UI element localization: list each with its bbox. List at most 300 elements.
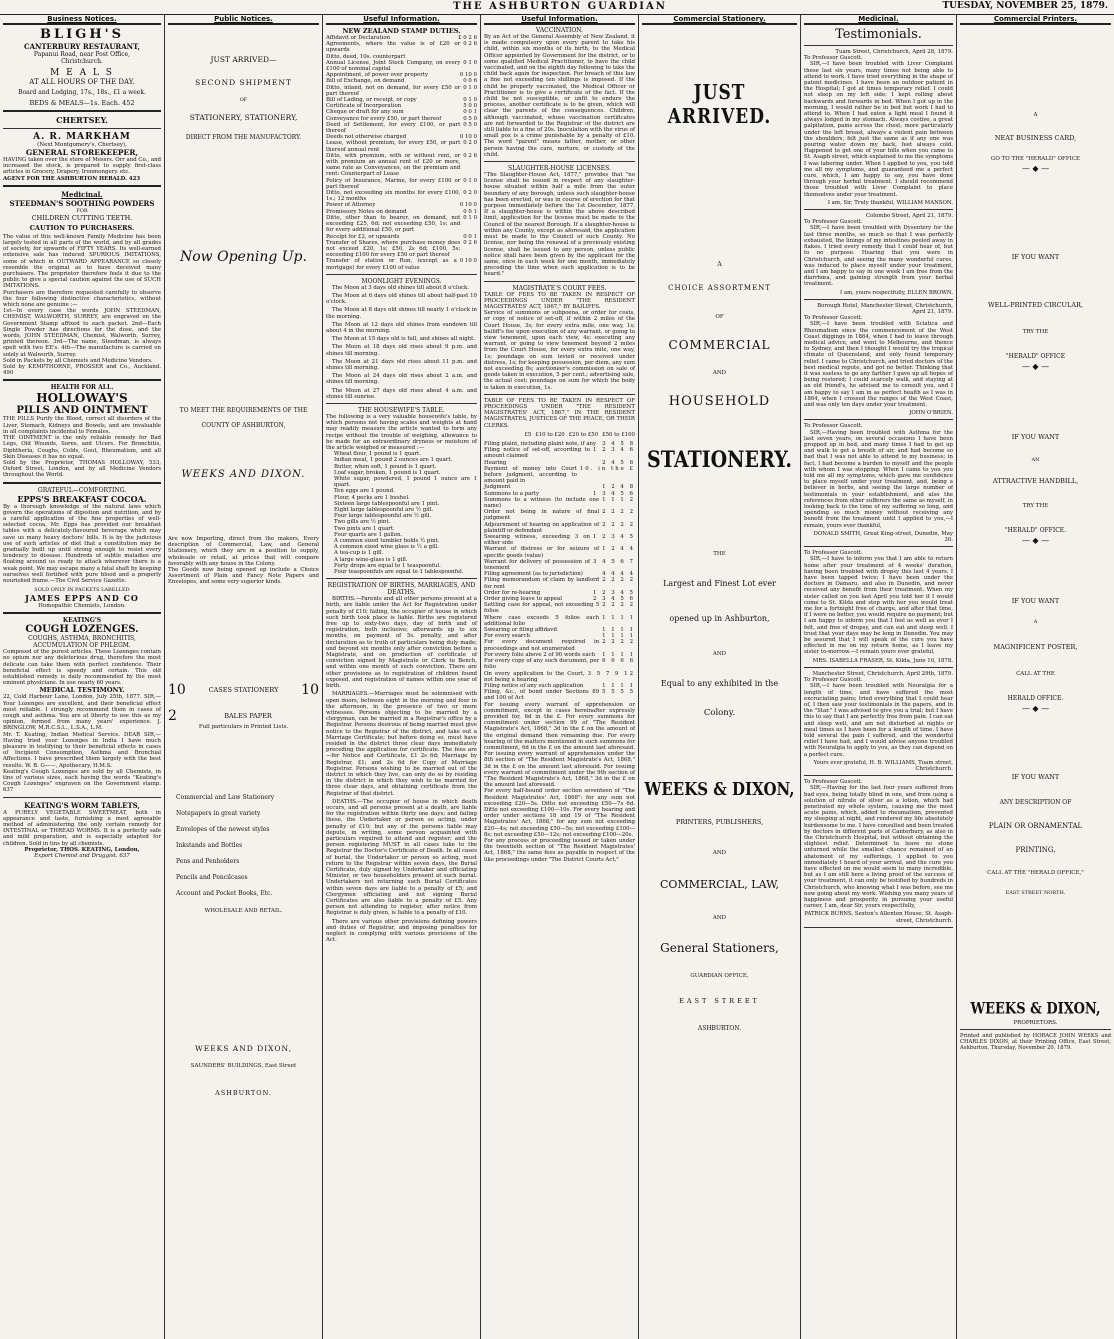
- testimonial-body: SIR,—I have to inform you that I am able to return home after your treatment of 4 weeks' duration, having been troubled with dropsy this last 4 years. I have been tapped twice; I have been under the doctors in Oamaru, and also in Dunedin, and never received any benefit from their treatment. When my sister called on you last April you told her if I would come to St. Kilda and stop with her you would treat me for a fortnight free of charge, and after that time, if I were no better, you would require no payment; but I am happy to inform you that I feel as well as ever I felt, and free of dropsy, and can eat and sleep well. I trust that your days may be long in Dunedin. You may be assured that I will speak of the cure you have effected in me on my return home, as I leave my sister to-morrow.—I remain yours ever grateful,: [804, 556, 953, 656]
- holloway-pills: THE PILLS Purify the Blood, correct all disorders of the Liver, Stomach, Kidneys and Bowels, and are invaluable in all complaints incidental to Females.: [3, 416, 161, 435]
- a-label: A: [1033, 619, 1038, 625]
- column-heading: Commercial Stationery.: [642, 15, 797, 25]
- blighs-name: BLIGH'S: [40, 27, 124, 42]
- opened-up: opened up in Ashburton,: [669, 614, 770, 623]
- column-commercial-stationery: [639, 15, 801, 1339]
- fee-item: Order giving leave to appeal: [484, 596, 562, 603]
- fee-values: 1 1 1 1: [602, 651, 635, 658]
- fee-item: For every search: [484, 633, 530, 640]
- housewife-item: White sugar, powdered, 1 pound 1 ounce are 1 quart.: [334, 476, 477, 489]
- stamp-duty-amount: 0 10 0: [459, 258, 477, 265]
- testimonial-address: Colombo Street, April 21, 1879.: [865, 213, 953, 220]
- fee-item: Warrant of distress or for seizure of specific goods (value): [484, 546, 600, 559]
- cases-stationery: CASES STATIONERY: [208, 685, 279, 694]
- fee-item: Order for re-hearing: [484, 589, 541, 596]
- fee-item: Filing, &c., of bond under Sections 89 and 100 of Act: [484, 689, 600, 702]
- housewife-item: Two pints are 1 quart.: [334, 525, 395, 532]
- stamp-duty-item: Bill of Lading, or receipt, or copy: [326, 97, 417, 104]
- stationery-list-item: Inkstands and Bottles: [176, 841, 243, 849]
- registration-text: [326, 596, 477, 943]
- registration-paragraph: MARRIAGES.—Marriages must be solemnised with open doors, between eight in the morning and four in the afternoon, in the presence of two or more witnesses. Persons objecting to be married by a clergyman, can be married in a Registrar's office by a Registrar. Persons desirous of being married must give notice to the Registrar of the district, and take out a Marriage Certificate; but before doing so, must have resided in the district three clear days immediately preceding the application for certificate. The fees are—for Notice and Certificate, £1 2s 6d; Marriage by Registrar, £1; and 2s 6d for Copy of Marriage Registrar. Persons wishing to be married out of the district in which they live, can only do so by residing in the district in which they wish to be married for three clear days, and obtaining certificate from the Registrar of that district.: [326, 691, 477, 797]
- testimonial-signature: I am, yours respectfully, ELLEN BROWN.: [840, 289, 953, 296]
- stationery-list-item: Notepapers in great variety: [176, 809, 261, 817]
- testimonial-signature: DONALD SMITH, Great King-street, Dunedin, May 30.: [813, 530, 953, 544]
- stamp-duty-amount: 0 2 6: [463, 239, 477, 246]
- holloway-kicker: HEALTH FOR ALL.: [50, 384, 114, 392]
- fee-row: [484, 671, 635, 683]
- keating-medical-heading: MEDICAL TESTIMONY.: [39, 686, 125, 695]
- medicinal-heading: Medicinal.: [61, 189, 103, 199]
- housewife-item: Sixteen large tablespoonful are 1 pint.: [334, 500, 440, 507]
- column-heading: Public Notices.: [168, 15, 319, 25]
- stamp-duty-amount: 0 1 0: [463, 177, 477, 184]
- stamp-duty-item: Ditto, not exceeding six months for every £100, 1s.; 12 months: [326, 190, 461, 203]
- fee-item: Warrant for delivery of possession of tenement: [484, 558, 590, 572]
- chertsey-place: CHERTSEY.: [56, 115, 108, 125]
- worm-body: A PURELY VEGETABLE SWEETMEAT, both in appearance and taste, furnishing a most agreeable method of administering the only certain remedy for INTESTINAL or THREAD WORMS. It is a perfectly safe and mild preparation, and is especially adapted for children. Sold in tins by all chemists.: [3, 809, 161, 847]
- issue-date: TUESDAY, NOVEMBER 25, 1879.: [942, 1, 1108, 11]
- fee-values: 4 4 4 4: [602, 571, 635, 578]
- call-at-herald: CALL AT THE "HERALD OFFICE,": [987, 870, 1084, 876]
- worm-prop: Proprietor, THOS. KEATING, London,: [24, 846, 140, 853]
- blighs-meals: M E A L S: [50, 68, 114, 78]
- stamp-duty-amount: 0 10 0: [459, 134, 477, 141]
- east-street: EAST STREET: [679, 997, 760, 1005]
- fee-values: 2 2 2 2: [602, 639, 635, 646]
- fee-values: 1 2 4 8: [602, 484, 635, 491]
- holloway-title: HOLLOWAY'S: [36, 391, 128, 406]
- ornament-icon: — ◆ —: [1021, 704, 1050, 713]
- fee-values: 1 2 3 4 6: [592, 447, 635, 454]
- stationery-list: [168, 790, 319, 902]
- stamp-duty-item: Transfer of station or Run, (except as a mortgage) for every £100 of value: [326, 258, 457, 271]
- well-printed-circular: WELL-PRINTED CIRCULAR,: [988, 301, 1083, 309]
- east-street-north: EAST STREET NORTH.: [1005, 890, 1066, 896]
- registration-paragraph: BIRTHS.—Parents and all other persons present at a birth, are liable under the Act for Registration under penalty of £10; failing, the occupier of house in which such birth took place is liable. Births are registered free up to sixty-two days, day of birth and of registration, both inclusive; afterwards up to six months, on payment of 5s. penalty, and after declaration as to truth of particulars being duly made; and beyond six months only after conviction before a Magistrate, and on production of certificate of conviction signed by Magistrate or Clerk to Bench, and within one month of such conviction. There are other provisions as to registration of children found exposed, and registration of names within one year of birth.: [326, 596, 477, 690]
- testimonial-address: Tuam Street, Christchurch, April 28, 1879.: [835, 49, 953, 55]
- epps-sold: SOLD ONLY IN PACKETS LABELLED: [34, 587, 130, 594]
- stamp-duty-amount: 0 0 1: [463, 233, 477, 240]
- try-the: TRY THE: [1022, 329, 1049, 335]
- half-bound-text: For every half-bound order section seventeen of "The Resident Magistrates' Act, 1868": for any sum not exceeding £20—5s. Ditto not exceeding £50—7s 6d. Ditto not exceeding £100—10s. For every hearing and order under sections 18 and 19 of "The Resident Magistrates' Act, 1868," for any sum not exceeding £20—4s; not exceeding £50—5s; not exceeding £100—8s; not exceeding £50—12s; not exceeding £100—20s.: [484, 788, 635, 838]
- herald-office: "HERALD" OFFICE.: [1004, 527, 1067, 534]
- column-heading: Useful Information.: [484, 15, 635, 25]
- fee-item: Summons to a party: [484, 490, 540, 497]
- fee-row: [484, 559, 635, 571]
- testimonial-salutation: To Professor Guscott.: [804, 55, 863, 62]
- keating-sold: Keating's Cough Lozenges are sold by all Chemists, in tins of various sizes, each having the words "Keating's Cough Lozenges" engraven on the Government stamp. 637: [3, 768, 161, 794]
- and-label: AND: [712, 651, 727, 657]
- stationery-heading: STATIONERY.: [647, 446, 792, 474]
- fee-item: For every copy of any such document, per folio: [484, 658, 600, 671]
- column-heading: Medicinal.: [804, 15, 953, 25]
- herald-office: HERALD OFFICE.: [1007, 695, 1064, 702]
- testimonial: [804, 49, 953, 210]
- keating-body: Composed of the purest articles. These Lozenges contain no opium nor any deleterious drug, therefore the most delicate can take them with perfect confidence. Their beneficial effect is speedy and certain. This old established remedy is daily recommended by the most eminent physicians. In use nearly 60 years.: [3, 649, 161, 687]
- warrant-text: For issuing every warrant of apprehension or commitment, except in cases hereinafter expressly provided for, 6d in the £. For every summons for commitment under section 99 of "The Resident Magistrate's Act, 1868," 3d in the £ on the amount of the original demand then remaining due. For every hearing of the matters mentioned in such summons for commitment, 6d in the £ on the amount last aforesaid. For issuing every warrant of apprehension under the 8th section of "The Resident Magistrate's Act, 1868," 3d in the £ on the amount last aforesaid. For issuing every warrant of commitment under the 9th section of "The Resident Magistrate's Act, 1868," 3d in the £ on the amount last aforesaid.: [484, 701, 635, 789]
- fee-values: 1 1 1 2: [602, 496, 635, 503]
- stamp-duty-amount: 5 0 0: [463, 103, 477, 110]
- testimonial-signature: Yours ever grateful, H. B. WILLIAMS, Tuam street, Christchurch.: [813, 759, 953, 772]
- moonlight-item: The Moon at 12 days old shines from sundown till about 4 in the morning.: [326, 321, 477, 334]
- housewife-item: Indian meal, 1 pound 2 ounces are 1 quart.: [334, 457, 453, 464]
- markham-trade: GENERAL STOREKEEPER,: [25, 148, 139, 157]
- stationery-list-item: Pencils and Pencilcases: [176, 873, 248, 881]
- steedman-body4: Sold in Packets by all Chemists and Medicine Vendors.: [3, 357, 153, 364]
- stamp-duty-row: [326, 178, 477, 190]
- registration-paragraph: DEATHS.—The occupier of house in which death occurs, and all persons present at a death, are liable for the registration within thirty one days; and failing these, the Undertaker or person so acting, under penalty of £10; but any of the persons liable may depute, in writing, some person acquainted with particulars required to attend and register; and the person registering MUST in all cases take to the Registrar the Doctor's Certificate of Death. In all cases of burial, the Undertaker or person so acting, must return to the Registrar within seven days, the Burial Certificate, duly signed by Undertaker and officiating Minister, or two householders present at such burial. Undertakers not returning such Burial Certificates within seven days are liable to a penalty of £5; and Clergymen officiating and not signing Burial Certificates are also liable to a penalty of £5. Any person not attending to register, after notice from Registrar is duly given, is liable to a penalty of £10.: [326, 798, 477, 917]
- newspaper-title: THE ASHBURTON GUARDIAN: [453, 1, 667, 12]
- testimonial: [804, 303, 953, 421]
- fee-row: [484, 577, 635, 589]
- stamp-duty-row: [326, 122, 477, 134]
- if-you-want: IF YOU WANT: [1011, 253, 1060, 261]
- column-medicinal: [801, 15, 957, 1339]
- testimonial-salutation: To Professor Guscott.: [804, 315, 863, 322]
- fee-values: 2 2 2 2: [602, 509, 635, 516]
- housewife-item: A common sized wine glass is ½ a gill.: [334, 544, 439, 551]
- magnificent-poster: MAGNIFICENT POSTER,: [993, 643, 1078, 651]
- markham-name: A. R. MARKHAM: [33, 132, 131, 142]
- fee-item: Filing plaint, including plaint note, if any: [484, 440, 597, 447]
- magistrate-table2-title: TABLE OF FEES TO BE TAKEN IN RESPECT OF PROCEEDINGS UNDER "THE RESIDENT MAGISTRATES' ACT, 1867," IN THE RESIDENT MAGISTRATES, JUSTICES OF THE PEACE, OR THEIR CLERKS.: [484, 397, 635, 429]
- housewife-item: Butter, when soft, 1 pound is 1 quart.: [334, 463, 437, 470]
- fee-column-head: £10 to £20: [535, 431, 565, 438]
- fee-values: 2 2 2 2: [602, 577, 635, 584]
- fee-item: Filing memorandum of claim by landlord for rent: [484, 577, 600, 590]
- full-particulars: Full particulars in Printed Lists.: [198, 723, 289, 730]
- stamp-duty-row: [326, 85, 477, 97]
- fee-values: 3 5 7 9 12: [587, 670, 635, 677]
- fee-row: [484, 534, 635, 546]
- holloway-sold: Sold by the Proprietor, THOMAS HOLLOWAY, 533, Oxford Street, London, and by all Medicine Vendors throughout the World.: [3, 459, 161, 479]
- fee-item: Judgment: [484, 484, 511, 491]
- fee-values: 1 1 1 1: [602, 682, 635, 689]
- stamp-duty-row: [326, 215, 477, 234]
- testimonial-signature: I am, Sir, Truly thankful, WILLIAM MANSON.: [827, 199, 953, 206]
- fee-row: [484, 602, 635, 614]
- stamp-duty-item: Bill of Exchange, on demand: [326, 78, 405, 85]
- vaccination-text: By an Act of the General Assembly of New Zealand, it is made compulsory upon every parent to take his child, within six months of its birth, to the Medical Officer appointed by Government for the district, or to some qualified Medical Practitioner, to have the child vaccinated, and on the eighth day following to take the child back again for inspection. For breach of this law a fine not exceeding ten shillings is imposed. If the child be properly vaccinated, the Medical Officer or Practitioner is to give a certificate of the fact. If the child be not susceptible, or unfit to endure the process, another certificate is to be given, which will clear the parents of the consequences. Children, although vaccinated, whose vaccination certificates are not forwarded to the Registrar of the district are still liable to a fine of 20s. Inoculation with the virus of small pox is a crime punishable by a penalty of £10. The word "parent" means father, mother, or other person having the care, nurture, or custody of the child.: [484, 34, 635, 158]
- slaughter-text: "The Slaughter-House Act, 1877," provides that "no license shall be issued in respect of any slaughter-house situated within half a mile from the outer boundary of any borough, unless such slaughter-house has been erected, or was in course of erection for that purpose immediately before the 1st December, 1877. If a slaughter-house is within the above described limit, application for the license must be made to the Council of the nearest Borough. If a slaughter-house is within any County, except as aforesaid, the application must be made to the Council of such County. No license, nor being the renewal of a previously existing license, shall be issued to any person, unless public notice shall have been given by the applicant for the same, once in each week for one month, immediately preceding the time when such application is to be heard.": [484, 172, 635, 278]
- testimonials-title: Testimonials.: [835, 27, 922, 42]
- fee-values: 6 6 6 6: [602, 658, 635, 665]
- stamp-duty-item: Annual License, Joint Stock Company, on every £100 of nominal capital: [326, 59, 461, 73]
- moonlight-item: The Moon at 6 days old shines till about half-past 10 o'clock.: [326, 292, 477, 306]
- testimonial: [804, 671, 953, 776]
- proprietors-label: PROPRIETORS.: [1013, 1020, 1058, 1026]
- fee-row: [484, 447, 635, 459]
- weeks-and-dixon-italic: WEEKS AND DIXON.: [181, 469, 306, 480]
- fee-row: [484, 546, 635, 558]
- testimonial-body: SIR,—Having been troubled with Asthma for the last seven years, on several occasions I have been propped up in bed, and many times I had to get up and walk to get a breath of air, and had become so bad that I was not able to attend to my business; in fact, I had become a burden to myself and the people with whom I was stopping. When I came to you you told me all my symptoms, which gave me confidence to place myself under your treatment, and, being a believer in herbs, and seeing the large number of testimonials in your establishment, and also the references from other sufferers the same as myself, in looking back to the time of my suffering so long, and spending so much money without receiving any benefit from the treatment until I applied to you,—I remain, yours ever thankful,: [804, 429, 953, 529]
- steedman-sub: CHILDREN CUTTING TEETH.: [31, 213, 133, 222]
- bales-paper: BALES PAPER: [224, 711, 272, 720]
- testimonial-body: SIR,—I have been troubled with Neuralgia for a length of time, and have suffered the most excruciating pains; tried everything that I could hear of, I then saw your testimonials in the papers, and in the "Star." I was advised to give you a trial; but I have this to say that I am perfectly free from pain. I can eat and sleep well, and am not disturbed at nights or meal times as I have been for a length of time. I have told several the pain I suffered, and the wonderful relief I have had, and I would advise anyone troubled with Neuralgia to apply to you, as they can depend on a perfect cure.: [804, 683, 953, 758]
- housewife-item: Loaf sugar, broken, 1 pound is 1 quart.: [334, 469, 441, 476]
- ornament-icon: — ◆ —: [1021, 164, 1050, 173]
- fee-item: Swearing or filing affidavit: [484, 627, 558, 634]
- county-of-ashburton: COUNTY OF ASHBURTON,: [201, 422, 286, 429]
- testimonial-body: SIR,—I have been troubled with Liver Complaint these last six years, many times not being able to attend to work. I have tried everything in the shape of patent medicines. I have been an outdoor patient in the Hospital; I got at times temporary relief. I could not sleep on my left side; I kept rolling about backwards and forwards in bed. When I got up in the morning, I would rather be in bed but work I had to attend to. When I had eaten a light meal I found it always lodged in my stomach. Always costive, a great palpitation, pains across the chest, more particularly under the left breast, always a violent pain between the shoulders, felt just the same as if any one was pouring water down my back, feet always cold. Happened to get one of your bills when you came to St. Asaph street, which explained to me the symptoms I was laboring under. When I applied to you, you told me all my symptoms, and guaranteed me a perfect cure, which, I am happy to say, you have done through your herbal treatment. I should recommend those troubled with Liver Complaint to place themselves under your treatment.: [804, 61, 953, 198]
- keating-letter2: Mr. T. Keating, Indian Medical Service. DEAR SIR,—Having tried your Lozenges in India I have much pleasure in testifying to their beneficial effects in cases of Incipient Consumption, Asthma and Bronchial Affections. I have prescribed them largely with the best results. W. B. G——, Apothecary, H.M.S.: [3, 731, 161, 769]
- stamp-duties-title: NEW ZEALAND STAMP DUTIES.: [342, 27, 461, 35]
- neat-business-card: NEAT BUSINESS CARD,: [994, 134, 1077, 142]
- keating-sub: COUGHS, ASTHMA, BRONCHITIS, ACCUMULATION OF PHLEGM.: [28, 635, 136, 650]
- stamp-duty-item: Conveyance for every £50, or part thereof: [326, 115, 442, 122]
- process-text: For any process or proceeding issued or taken under the twentieth section of "The Resident Magistrates' Act, 1868," the same fees as payable in respect of the like proceedings under "The District Courts Act.": [484, 837, 635, 863]
- blighs-beds: BEDS & MEALS—1s. Each. 452: [29, 99, 135, 107]
- stamp-duty-item: Deeds not otherwise charged: [326, 134, 407, 141]
- stamp-duty-item: Cheque or draft for any sum: [326, 109, 404, 116]
- of-label: OF: [715, 314, 724, 320]
- housewife-item: Forty drops are equal to 1 teaspoonful.: [334, 562, 441, 569]
- housewife-item: Ten eggs are 1 pound.: [334, 488, 395, 495]
- weeks-dixon-proprietors: WEEKS & DIXON,: [970, 1000, 1101, 1019]
- moonlight-list: [326, 285, 477, 400]
- stamp-duty-amount: 0 2 6: [463, 41, 477, 48]
- magistrate-table1-title: TABLE OF FEES TO BE TAKEN IN RESPECT OF PROCEEDINGS UNDER "THE RESIDENT MAGISTRATES' ACT, 1867," BY BAILIFFS.: [484, 291, 635, 310]
- fee-item: Filing notice of any such application: [484, 682, 584, 689]
- housewife-item: A common sized tumbler holds ½ pint.: [334, 538, 440, 545]
- fee-row: [484, 689, 635, 701]
- column-heading: Commercial Printers.: [960, 15, 1111, 25]
- if-you-want: IF YOU WANT: [1011, 597, 1060, 605]
- steedman-body3: 1st—In every case the words JOHN STEEDMAN, CHEMIST, WALWORTH, SURREY, are engraved on the Government Stamp affixed to each packet. 2nd—Each Single Powder has directions for the dose, and the words, JOHN STEEDMAN, Chemist, Walworth, Surrey, printed thereon. 3rd—The name, Steedman, is always spelt with two EE's. 4th—The manufacture is carried on solely at Walworth, Surrey.: [3, 308, 161, 358]
- equal-to-any: Equal to any exhibited in the: [660, 679, 779, 688]
- registration-paragraph: There are various other provisions defining powers and duties of Registrar, and imposing penalties for neglect in complying with various provisions of the Act.: [326, 918, 477, 944]
- household-heading: HOUSEHOLD: [668, 394, 771, 409]
- moonlight-item: The Moon at 27 days old rises about 4 a.m. and shines till sunrise.: [326, 387, 477, 400]
- stamp-duty-row: [326, 153, 477, 178]
- and-label: AND: [712, 850, 727, 856]
- stamp-duty-item: Ditto, other than to bearer, on demand, not exceeding £25, 6d; not exceeding £50, 1s; and for every additional £50, or part: [326, 214, 461, 234]
- column-useful-info-1: [323, 15, 481, 1339]
- fee-values: 3 4 5 6 7: [592, 558, 635, 565]
- stamp-duty-item: Affidavit or Declaration: [326, 35, 391, 41]
- stamp-duty-item: Lease, without premium, for every £50, or part thereof annual rent: [326, 140, 461, 153]
- fee-item: Order not being in nature of final judgment: [484, 509, 600, 522]
- stamp-duty-row: [326, 240, 477, 259]
- general-stationers: General Stationers,: [660, 941, 779, 955]
- testimonial-list: [804, 49, 953, 928]
- stamp-duty-amount: 0 2 0: [463, 190, 477, 197]
- weeks-and-dixon: WEEKS AND DIXON,: [195, 1043, 292, 1053]
- registration-title: REGISTRATION OF BIRTHS, MARRIAGES, AND DEATHS.: [327, 582, 476, 597]
- stamp-duty-row: [326, 190, 477, 202]
- stamp-duty-item: Ditto, with premium, with or without rent, or with premium an annual rent of £20 or more, same rate as Conveyances, on the premium and rent: Counterpart of Lease: [326, 152, 461, 178]
- just-arrived-heading: JUST ARRIVED.: [667, 81, 772, 129]
- keating-kicker: KEATING'S: [62, 617, 102, 625]
- stamp-duty-amount: 0 0 1: [463, 109, 477, 116]
- and-label: AND: [712, 915, 727, 921]
- housewife-intro: The following is a very valuable housewife's table, by which persons not having scales and weights at hand may readily measure the article wanted to form any recipe without the trouble of weighing, allowance to be made for an extraordinary dryness or moisture of the article weighed or measured :—: [326, 413, 477, 451]
- stamp-duty-amount: 0 2 6: [463, 152, 477, 159]
- stamp-duty-amount: £ 0 2 6: [458, 35, 477, 41]
- weeks-dixon-heading: WEEKS & DIXON,: [644, 778, 795, 800]
- fee-item: Swearing witness, exceeding 3 on either side: [484, 534, 590, 547]
- testimonial: [804, 213, 953, 300]
- blighs-sub: CANTERBURY RESTAURANT,: [24, 42, 140, 51]
- steedman-body: The value of this well-known Family Medicine has been largely tested in all parts of the world, and by all grades of society, for upwards of FIFTY YEARS. Its well-earned extensive sale has induced SPURIOUS IMITATIONS, some of which in OUTWARD APPEARANCE so closely resemble the original as to have deceived many purchasers. The proprietor therefore feels it due to the public to give a special caution against the use of SUCH IMITATIONS.: [3, 233, 161, 290]
- of-label: OF: [239, 97, 248, 103]
- testimonial: [804, 423, 953, 547]
- fee-item: Adjournment of hearing on application of plaintiff or defendant: [484, 521, 600, 534]
- steedman-caution: CAUTION TO PURCHASERS.: [29, 223, 135, 232]
- housewife-item: Four quarts are 1 gallon.: [334, 531, 403, 538]
- call-at-the: CALL AT THE: [1016, 671, 1055, 677]
- stamp-duty-item: Ditto, deed, 10s. counterpart: [326, 53, 406, 60]
- testimonial-salutation: To Professor Guscott.: [804, 779, 863, 786]
- a-label: A: [717, 261, 722, 268]
- housewife-item: A large wine-glass is 1 gill.: [334, 556, 408, 563]
- fee-values: 3 4 5 8: [602, 440, 635, 447]
- testimonial-body: SIR,—I have been troubled with Sciatica and Rheumatism since the commencement of the West Coast diggings in 1864, when I had to leave through medical advice, and went to Melbourne, and thence to Sydney, and then I thought I would try the tropical climate of Queensland, and only found temporary relief. I came to Christchurch, and tried doctors of the best medical repute, and got no better. Thinking that it was useless to go any farther I gave up all hopes of being restored; I could scarcely walk, and staying at an old friend's, he advised me to consult you, and I am happy to say I am in as perfect health as I was in 1864, when I crossed the ranges of the West Coast, and was only ten days under your treatment.: [804, 321, 953, 408]
- saunders-buildings: SAUNDERS' BUILDINGS, East Street: [190, 1062, 297, 1069]
- now-opening-up: Now Opening Up.: [180, 249, 307, 265]
- moonlight-item: The Moon at 24 days old rises about 2 a.m. and shines till morning.: [326, 373, 477, 386]
- stamp-duty-amount: 0 1 0: [463, 214, 477, 221]
- stamp-duty-item: Promissory Notes on demand: [326, 208, 407, 215]
- moonlight-item: The Moon at 21 days old rises about 11 p.m. and shines till morning.: [326, 358, 477, 371]
- column-business-notices: [0, 15, 165, 1339]
- fee-row: [484, 522, 635, 534]
- steedman-body2: Purchasers are therefore requested carefully to observe the four following distinctive characteristics, without which none are genuine :—: [3, 289, 161, 309]
- fee-item: Settling case for appeal, not exceeding 5 folios: [484, 602, 600, 615]
- an-label: AN: [1031, 457, 1040, 463]
- wholesale-retail: WHOLESALE AND RETAIL.: [204, 907, 283, 914]
- testimonial-signature: PATRICK BURNS, Sexton's Allenton House, St. Asaph-street, Christchurch.: [804, 911, 953, 924]
- housewife-list: [326, 451, 477, 575]
- meet-requirements: TO MEET THE REQUIREMENTS OF THE: [179, 407, 308, 414]
- slaughter-title: SLAUGHTER-HOUSE LICENSES.: [508, 165, 611, 173]
- housewife-item: A tea-cup is 1 gill.: [334, 550, 384, 557]
- fee-values: 1 2 4 4: [602, 546, 635, 553]
- column-useful-info-2: [481, 15, 639, 1339]
- stamp-duty-item: Policy of Insurance, Marine, for every £100 or part thereof: [326, 177, 461, 190]
- markham-body: HAVING taken over the store of Messrs. Orr and Co., and increased the stock, is prepared to supply first-class articles in Grocery, Drapery, Ironmongery. etc.: [3, 157, 161, 176]
- testimonial-body: SIR,—I have been troubled with Dysentery for the last three months, so much so that I was perfectly exhausted, the linings of my intestines peeled away in flakes. I tried every remedy that I could hear of, but to no purpose. Hearing that you were in Christchurch, and seeing the many wonderful cures, was induced to place myself under your treatment, and I am happy to say in one week I am free from the diarrhœa, and gaining strength from your herbal treatment.: [804, 225, 953, 288]
- fee-row: [484, 658, 635, 670]
- steedman-for: FOR: [76, 207, 88, 214]
- holloway-title2: PILLS AND OINTMENT: [16, 405, 148, 417]
- fee-values: 1 3 4 5 6: [592, 490, 635, 497]
- moonlight-item: The Moon at 15 days old is full, and shines all night.: [332, 336, 476, 343]
- plain-or-ornamental: PLAIN OR ORNAMENTAL: [988, 822, 1083, 830]
- moonlight-item: The Moon at 8 days old shines till nearly 1 o'clock in the morning.: [326, 307, 477, 320]
- ornament-icon: — ◆ —: [1021, 362, 1050, 371]
- fee-item: Filing notice of set-off, according to amount claimed: [484, 447, 590, 460]
- housewife-item: Flour, 4 pecks are 1 bushel.: [334, 494, 410, 501]
- fee-item: Filing agreement (as to jurisdiction): [484, 571, 583, 578]
- stamp-duty-row: [326, 258, 477, 270]
- fee-values: 2 4 5 6: [602, 459, 635, 466]
- holloway-ointment: THE OINTMENT is the only reliable remedy for Bad Legs, Old Wounds, Sores, and Ulcers. For Bronchitis, Diphtheria, Coughs, Colds, Gout, Rheumatism, and all Skin Diseases it has no equal.: [3, 435, 161, 460]
- fee-item: Where case exceeds 5 folios each additional folio: [484, 614, 600, 627]
- stamp-duty-amount: 0 5 0: [463, 115, 477, 122]
- housewife-item: Four teaspoonfuls are equal to 1 tablespoonful.: [334, 569, 464, 576]
- moonlight-title: MOONLIGHT EVENINGS.: [361, 277, 442, 285]
- stamp-duty-amount: 0 1 0: [463, 84, 477, 91]
- fee-row: [484, 639, 635, 651]
- printers-publishers: PRINTERS, PUBLISHERS,: [675, 818, 764, 826]
- blighs-town: Christchurch.: [61, 58, 103, 65]
- vaccination-title: VACCINATION.: [535, 27, 584, 34]
- fee-values: 1 2 3 4 5: [592, 534, 635, 541]
- moonlight-item: The Moon at 3 days old shines till about 8 o'clock.: [332, 284, 470, 291]
- fee-values: 1 1 1 1: [602, 614, 635, 621]
- stationery-list-item: Account and Pocket Books, Etc.: [176, 889, 273, 897]
- stamp-duty-row: [326, 60, 477, 72]
- stamp-duty-amount: 0 1 0: [463, 97, 477, 104]
- if-you-want: IF YOU WANT: [1011, 773, 1060, 781]
- testimonial: [804, 550, 953, 668]
- worm-export: Export Chemist and Druggist. 637: [34, 852, 130, 859]
- testimonial-signature: MRS. ISABELLA FRASER, St. Kilda, June 10, 1878.: [812, 657, 953, 664]
- go-to-herald: GO TO THE "HERALD" OFFICE: [990, 156, 1081, 162]
- fee-row: [484, 497, 635, 509]
- blighs-board: Board and Lodging, 17s., 18s., £1 a week.: [18, 89, 146, 96]
- stationery-list-item: Pens and Penholders: [176, 857, 240, 865]
- housewife-item: Wheat flour, 1 pound is 1 quart.: [334, 451, 421, 458]
- testimonial-salutation: To Professor Guscott.: [804, 677, 863, 684]
- stamp-duty-amount: 0 5 0: [463, 121, 477, 128]
- attractive-handbill: ATTRACTIVE HANDBILL,: [992, 477, 1079, 485]
- fee-item: For every document required in proceedings and not enumerated: [484, 639, 600, 652]
- any-description: ANY DESCRIPTION OF: [999, 799, 1072, 806]
- stamp-duties-table: [326, 35, 477, 271]
- testimonial-salutation: To Professor Guscott.: [804, 219, 863, 226]
- housewife-item: Two gills are ½ pint.: [334, 519, 391, 526]
- commercial-heading: COMMERCIAL: [668, 338, 771, 352]
- stamp-duty-item: Deed of Settlement, for every £100, or part thereof: [326, 121, 461, 135]
- ashburton-label: ASHBURTON.: [215, 1088, 272, 1097]
- fee-values: 10. in the £: [579, 465, 635, 472]
- epps-maker: JAMES EPPS AND CO: [25, 593, 139, 604]
- fee-columns: [484, 432, 635, 438]
- stamp-duty-amount: 0 0 1: [463, 208, 477, 215]
- testimonial: [804, 779, 953, 928]
- ashburton-label: ASHBURTON.: [697, 1025, 742, 1032]
- testimonial-address: Borough Hotel, Manchester Street, Christchurch, April 21, 1879.: [817, 302, 953, 315]
- fee-item: For every folio above 2 of 90 words each: [484, 651, 596, 658]
- just-arrived: JUST ARRIVED—: [210, 55, 277, 64]
- fee-row: [484, 615, 635, 627]
- stamp-duty-item: Power of Attorney: [326, 202, 376, 209]
- fee-item: Summons to a witness (to include one name): [484, 496, 600, 510]
- ornament-icon: — ◆ —: [1021, 536, 1050, 545]
- testimonial-signature: JOHN O'BRIEN.: [909, 410, 953, 417]
- testimonial-body: SIR,—Having for the last four years suffered from bad eyes, being totally blind in one, and from using a solution of nitrate of silver as a lotion, which had penetrated my whole system, causing me the most acute pains, which, added to rheumatism, prevented my sleeping at night, and rendered my life absolutely burdensome to me. I have consulted and been treated by doctors in different parts of Canterbury, as also in the Christchurch Hospital, but without obtaining the slightest relief. Determined to leave no stone unturned while the smallest chance remained of an abatement of my sufferings, I applied to you immediately I heard of your arrival, and the cure you have effected on me would seem to many incredible, but as I am still here a living proof of the success of your treatment, it can only be testified by hundreds in Christchurch, who knowing what I was before, see me now going about my work. Wishing you many years of happiness and prosperity in pursuing your useful career, I am, dear Sir, yours respectfully,: [804, 785, 953, 910]
- fee-column-head: £50 to £100: [602, 431, 635, 438]
- stamp-duty-amount: 0 0 6: [463, 78, 477, 85]
- importing-text: Are now Importing, direct from the makers, Every description of Commercial, Law, and General Stationery, which they are in a position to supply, wholesale or retail, at prices that will compare favorably with any house in the Colony.: [168, 536, 319, 567]
- cases-count: 10: [168, 681, 186, 698]
- fee-values: 1 1 1 1: [602, 633, 635, 640]
- markham-agent: AGENT FOR THE ASHBURTON HERALD. 423: [3, 175, 141, 182]
- stamp-duty-amount: 0 10 0: [459, 72, 477, 79]
- magistrate-title: MAGISTRATE'S COURT FEES.: [512, 284, 607, 292]
- fee-values: 5 5 5 5: [602, 689, 635, 696]
- stationery-heading: STATIONERY, STATIONERY,: [189, 113, 298, 122]
- keating-letter1: 22, Cold Harbour Lane, London, July 25th, 1877. SIR,—Your Lozenges are excellent, and their beneficial effect most reliable. I strongly recommend them in cases of cough and asthma. You are at liberty to use this as my opinion, formed from many years' experience. J. BRINGLOW, M.R.C.S.L., L.S.A., L.M.: [3, 694, 161, 732]
- testimonial-salutation: To Professor Guscott.: [804, 423, 863, 430]
- masthead: [0, 0, 1114, 15]
- stamp-duty-item: Agreements, where the value is of £20 or upwards: [326, 41, 461, 54]
- bales-count: 2: [168, 707, 177, 724]
- cases-count-right: 10: [301, 681, 319, 698]
- fee-table: [484, 441, 635, 702]
